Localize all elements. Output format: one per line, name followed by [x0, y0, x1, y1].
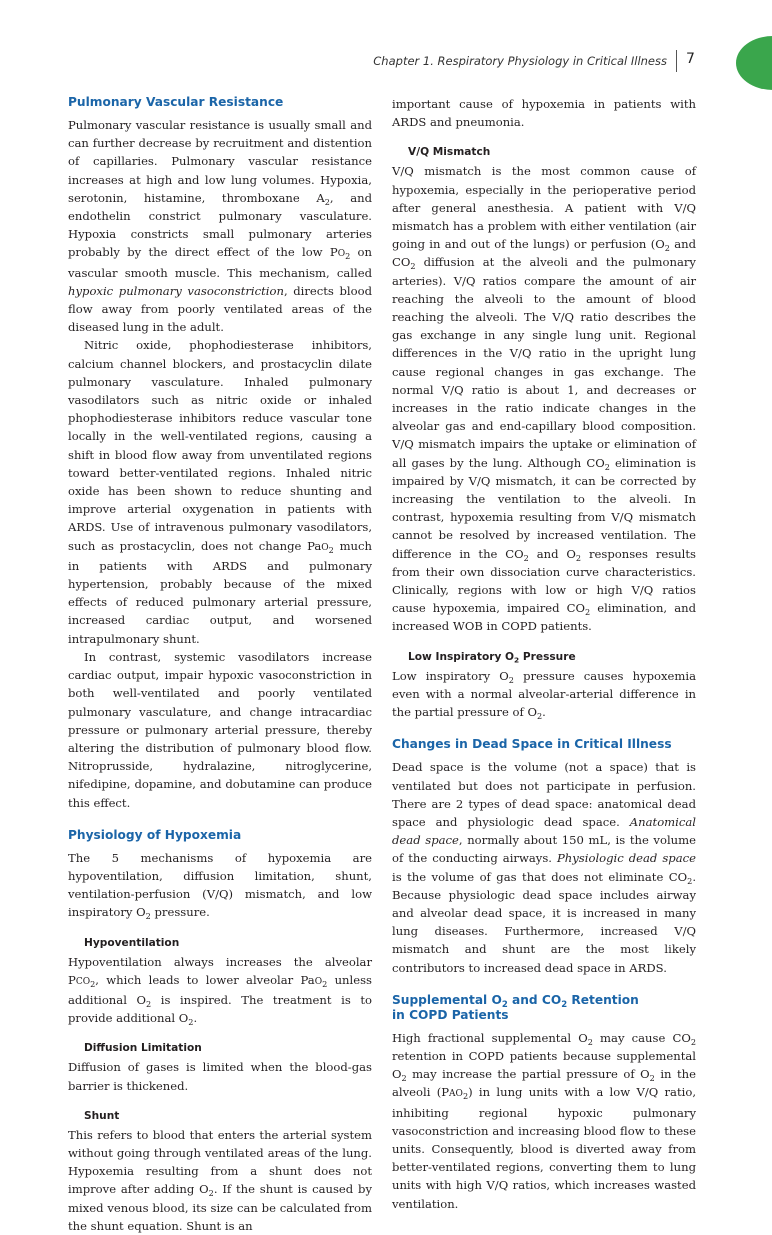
chapter-tab-marker [736, 36, 772, 90]
right-column [392, 95, 696, 1213]
paragraph: important cause of hypoxemia in patients with ARDS and pneumonia. [392, 97, 696, 130]
header-divider [676, 50, 677, 72]
paragraph: Pulmonary vascular resistance is usually small and can further decrease by recruitment and distention of capillaries. Pulmonary vascular resistance increases at high and low lung volumes. Hypoxia, serotonin, histamine, thromboxane $A_2$, and endothelin constrict pulmonary vasculature. Hypoxia constricts small pulmonary arteries probably by the direct effect of the low $PO_2$ on vascular smooth muscle. This mechanism, called hypoxic pulmonary vasoconstriction, directs blood flow away from poorly ventilated areas of the diseased lung in the adult. [68, 118, 372, 335]
paragraph: This refers to blood that enters the arterial system without going through ventilated areas of the lung. Hypoxemia resulting from a shunt does not improve after adding $O_2$. If the shunt is caused by mixed venous blood, its size can be calculated from the shunt equation. Shunt is an [68, 1127, 373, 1233]
heading-shunt: Shunt [84, 1109, 120, 1122]
heading-physiology-of-hypoxemia: Physiology of Hypoxemia [68, 827, 242, 842]
paragraph: Hypoventilation always increases the alveolar $PCO_2$, which leads to lower alveolar PaO$_2$ unless additional $O_2$ is inspired. The treatment is to provide additional $O_2$. [68, 954, 372, 1027]
heading-vq-mismatch: V/Q Mismatch [408, 146, 491, 159]
heading-changes-in-dead-space: Changes in Dead Space in Critical Illness [392, 737, 672, 752]
page-number: 7 [686, 51, 695, 67]
paragraph: High fractional supplemental $O_2$ may cause $CO_2$ retention in COPD patients because supplemental $O_2$ may increase the partial pressure of $O_2$ in the alveoli $(PAO_2)$ in lung units with a low V/Q ratio, inhibiting regional hypoxic pulmonary vasoconstriction and increasing blood flow to these units. Consequently, blood is diverted away from better-ventilated regions, converting them to lung units with high V/Q ratios, which increases wasted ventilation. [392, 1030, 697, 1211]
heading-low-inspiratory-o2-pressure: Low Inspiratory $O_2$ Pressure [408, 650, 576, 665]
running-head: Chapter 1. Respiratory Physiology in Critical Illness [373, 54, 667, 68]
paragraph: Diffusion of gases is limited when the blood-gas barrier is thickened. [68, 1060, 372, 1093]
paragraph: The 5 mechanisms of hypoxemia are hypoventilation, diffusion limitation, shunt, ventilation-perfusion (V/Q) mismatch, and low inspiratory $O_2$ pressure. [68, 850, 372, 922]
heading-supplemental-o2-and-co2-retention: Supplemental $O_2$ and $CO_2$ Retention in COPD Patients [392, 992, 639, 1022]
heading-hypoventilation: Hypoventilation [84, 936, 180, 949]
left-column [68, 95, 372, 1235]
paragraph: Low inspiratory $O_2$ pressure causes hypoxemia even with a normal alveolar-arterial difference in the partial pressure of $O_2$. [392, 668, 696, 721]
paragraph: In contrast, systemic vasodilators increase cardiac output, impair hypoxic vasoconstriction in both well-ventilated and poorly ventilated pulmonary vasculature, and change intracardiac pressure or pulmonary arterial pressure, thereby altering the distribution of pulmonary blood flow. Nitroprusside, hydralazine, nitroglycerine, nifedipine, dopamine, and dobutamine can produce this effect. [68, 649, 372, 810]
paragraph: Nitric oxide, phophodiesterase inhibitors, calcium channel blockers, and prostacyclin dilate pulmonary vasculature. Inhaled pulmonary vasodilators such as nitric oxide or inhaled phophodiesterase inhibitors reduce vascular tone locally in the well-ventilated regions, causing a shift in blood flow away from unventilated regions toward better-ventilated regions. Inhaled nitric oxide has been shown to reduce shunting and improve arterial oxygenation in patients with ARDS. Use of intravenous pulmonary vasodilators, such as prostacyclin, does not change PaO$_2$ much in patients with ARDS and pulmonary hypertension, probably because of the mixed effects of reduced pulmonary arterial pressure, increased cardiac output, and worsened intrapulmonary shunt. [68, 338, 372, 646]
paragraph: Dead space is the volume (not a space) that is ventilated but does not participate in perfusion. There are 2 types of dead space: anatomical dead space and physiologic dead space. Anatomical dead space, normally about 150 mL, is the volume of the conducting airways. Physiologic dead space is the volume of gas that does not eliminate $CO_2$. Because physiologic dead space includes airway and alveolar dead space, it is increased in many lung diseases. Furthermore, increased V/Q mismatch and shunt are the most likely contributors to increased dead space in ARDS. [392, 760, 696, 975]
heading-pulmonary-vascular-resistance: Pulmonary Vascular Resistance [68, 95, 284, 109]
paragraph: V/Q mismatch is the most common cause of hypoxemia, especially in the perioperative period after general anesthesia. A patient with V/Q mismatch has a problem with either ventilation (air going in and out of the lungs) or perfusion ($O_2$ and $CO_2$ diffusion at the alveoli and the pulmonary arteries). V/Q ratios compare the amount of air reaching the alveoli to the amount of blood reaching the alveoli. The V/Q ratio describes the gas exchange in any single lung unit. Regional differences in the V/Q ratio in the upright lung cause regional changes in gas exchange. The normal V/Q ratio is about 1, and decreases or increases in the ratio indicate changes in the alveolar gas and end-capillary blood composition. V/Q mismatch impairs the uptake or elimination of all gases by the lung. Although $CO_2$ elimination is impaired by V/Q mismatch, it can be corrected by increasing the ventilation to the alveoli. In contrast, hypoxemia resulting from V/Q mismatch cannot be resolved by increased ventilation. The difference in the $CO_2$ and $O_2$ responses results from their own dissociation curve characteristics. Clinically, regions with low or high V/Q ratios cause hypoxemia, impaired $CO_2$ elimination, and increased WOB in COPD patients. [392, 164, 696, 634]
heading-diffusion-limitation: Diffusion Limitation [84, 1042, 202, 1055]
